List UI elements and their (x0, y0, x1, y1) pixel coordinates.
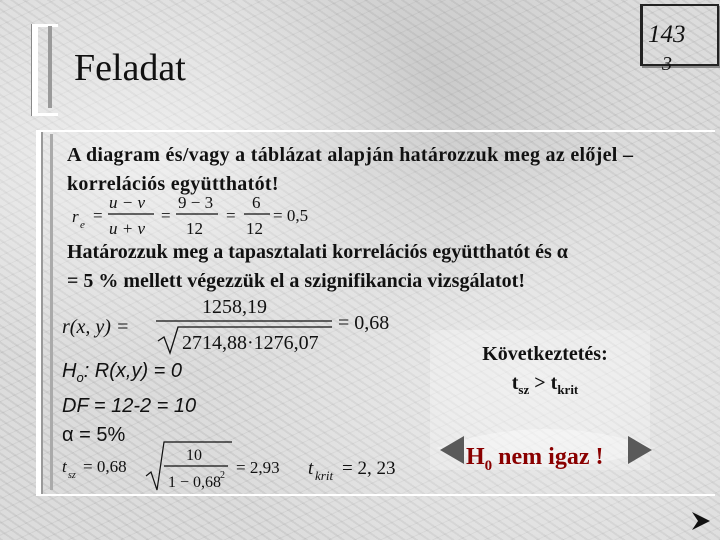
title-bracket-shade (48, 26, 52, 108)
verdict-text: $H_0$ nem igaz ! (466, 444, 604, 474)
title-bracket-decoration (32, 24, 58, 116)
task-paragraph-2 (67, 238, 687, 296)
conclusion-title: Következtetés: (482, 343, 608, 365)
re-num3: 6 (252, 193, 261, 212)
re-result: = 0,5 (273, 206, 309, 225)
formula-correlation-coefficient (60, 293, 420, 359)
formula-sign-correlation (66, 190, 326, 242)
t-numerator: 10 (186, 447, 202, 464)
re-num2: 9 − 3 (178, 193, 214, 212)
content-frame-shade (50, 134, 53, 490)
re-num1: u − v (109, 193, 146, 212)
page-number: 143 (648, 21, 686, 48)
tkrit-value: = 2, 23 (342, 458, 396, 479)
page-number-suffix: 3 (662, 53, 672, 75)
t-result: = 2,93 (236, 458, 280, 477)
r-numerator: 1258,19 (202, 296, 267, 318)
svg-text:=: = (93, 206, 103, 225)
conclusion-block (440, 340, 650, 404)
r-denominator: 2714,88·1276,07 (182, 332, 319, 354)
t-denominator-sup: 2 (220, 470, 225, 481)
task-paragraph-1: A diagram és/vagy a táblázat alapján határozzuk meg az előjel – korrelációs együtthatót! (67, 144, 634, 195)
r-result: = 0,68 (338, 312, 390, 334)
degrees-of-freedom: DF = 12-2 = 10 (62, 395, 197, 417)
re-den1: u + v (109, 219, 146, 238)
t-lhs-sub: sz (68, 470, 76, 481)
re-lhs-sub: e (80, 219, 85, 231)
task-paragraph-2-line1: Határozzuk meg a tapasztalati korrelációs együtthatót és α (67, 241, 568, 263)
page-title: Feladat (74, 47, 186, 89)
t-denominator: 1 − 0,68 (168, 474, 222, 491)
arrow-right-icon[interactable] (690, 510, 712, 532)
re-den3: 12 (246, 219, 263, 238)
re-den2: 12 (186, 219, 203, 238)
conclusion-relation: $t_{sz} > t_{krit}$ (511, 372, 579, 397)
tkrit-sub: krit (315, 468, 334, 483)
svg-text:=: = (161, 206, 171, 225)
significance-level: α = 5% (62, 424, 126, 446)
svg-text:=: = (226, 206, 236, 225)
hypothesis-block (62, 357, 196, 450)
t-eq1: = 0,68 (83, 457, 127, 476)
r-lhs: r(x, y) = (62, 316, 130, 338)
formula-t-statistic (60, 438, 420, 496)
task-paragraph-2-line2: = 5 % mellett végezzük el a szignifikancia vizsgálatot! (67, 270, 525, 292)
null-hypothesis: $H_o$: R(x,y) = 0 (62, 360, 183, 385)
t-lhs: t (62, 457, 67, 476)
tkrit-label: t (308, 458, 314, 479)
re-lhs: r (72, 207, 79, 226)
